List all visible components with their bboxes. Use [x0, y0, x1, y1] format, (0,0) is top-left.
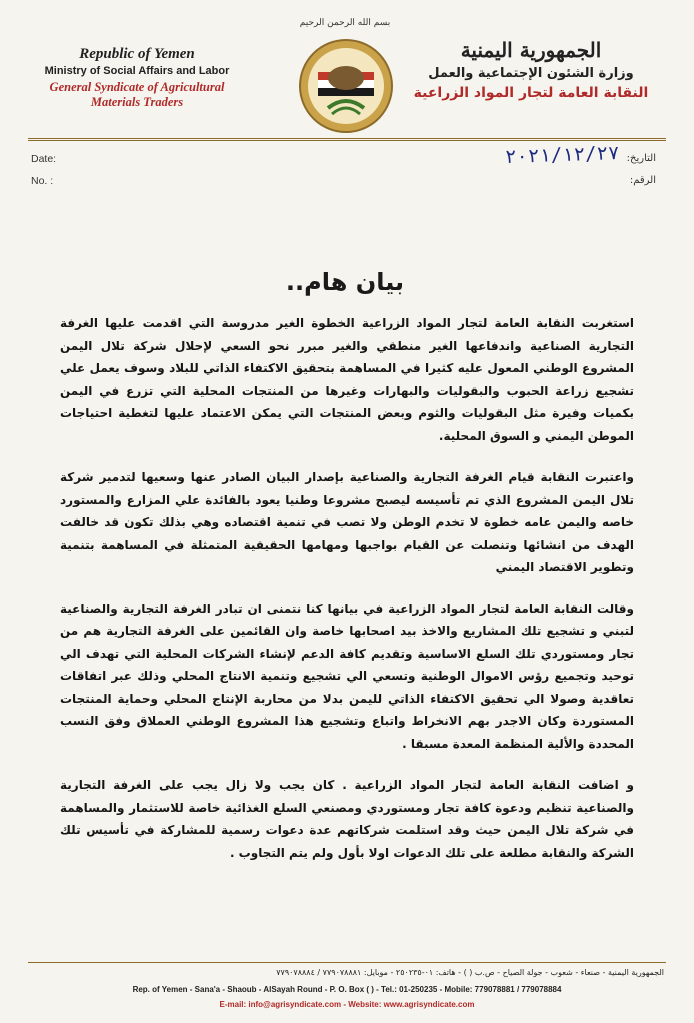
number-label-en: No. : — [31, 175, 54, 187]
paragraph-1: استغربت النقابة العامة لتجار المواد الزراعية الخطوة الغير مدروسة التي اقدمت عليها الغرفة التجارية الصناعية واندفاعها الغير منطقي والغير مبرر نحو السعي لإحلال شركة تلال اليمن المشروع الوطني المعول عليه كثيرا في المساهمة بتحقيق الاكتفاء الذاتي للبلاد وسوف يعمل علي تشجيع زراعة الحبوب والبقوليات والبهارات وغيرها من المنتجات المحلية التي تزرع في اليمن بكميات وفيرة مثل البقوليات والثوم وبعض المنتجات التي يمكن الاعتماد عليها لتغطية احتياجات الموطن اليمني و السوق المحلية. — [60, 316, 634, 443]
date-label-ar: التاريخ: — [626, 153, 656, 164]
footer-contact: E-mail: info@agrisyndicate.com - Website: www.agrisyndicate.com — [219, 1000, 475, 1009]
statement-body — [60, 312, 634, 883]
handwritten-date: ٢٠٢١/١٢/٢٧ — [504, 142, 620, 168]
paragraph-2: واعتبرت النقابة قيام الغرفة التجارية والصناعية بإصدار البيان الصادر عنها وسعيها لتدمير شركة تلال اليمن المشروع الذي تم تأسيسه ليصبح مشروعا وطنيا يعود بالفائدة علي المزارع والمستورد خاصه واليمن عامه خطوة لا تخدم الوطن ولا تصب في تنمية اقتصاده وهي بذلك تكون قد خالفت الهدف من انشائها وتنصلت عن القيام بواجبها ومهامها الحقيقية المتمثلة في المساهمة بتنمية وتطوير الاقتصاد اليمني — [60, 470, 634, 574]
ar-ministry: وزارة الشئون الإجتماعية والعمل — [428, 66, 634, 81]
en-ministry: Ministry of Social Affairs and Labor — [44, 65, 230, 77]
statement-title: بيان هام.. — [285, 268, 405, 296]
en-country: Republic of Yemen — [79, 46, 195, 62]
footer-divider — [28, 962, 666, 963]
arabic-letterhead — [406, 38, 656, 101]
footer-address-en: Rep. of Yemen - Sana'a - Shaoub - AlSayah Round - P. O. Box ( ) - Tel.: 01-250235 - Mobile: 779078881 / 779078884 — [132, 985, 562, 994]
header-divider — [28, 138, 666, 139]
english-letterhead — [32, 46, 242, 110]
basmala: بسم الله الرحمن الرحيم — [299, 18, 391, 28]
syndicate-logo-icon — [298, 38, 394, 134]
header-divider-thin — [28, 140, 666, 141]
ar-country: الجمهورية اليمنية — [460, 38, 602, 62]
date-label-en: Date: — [31, 153, 57, 165]
number-label-ar: الرقم: — [629, 175, 656, 186]
paragraph-4: و اضافت النقابة العامة لتجار المواد الزراعية . كان يجب ولا زال يجب على الغرفة التجارية والصناعية تنظيم ودعوة كافة تجار ومستوردي ومصنعي السلع الغذائية خاصة للاستثمار والمساهمة في شركة تلال اليمن حيث وقد استلمت شركاتهم عدة دعوات رسمية للمشاركة في تأسيس تلك الشركة والنقابة مطلعة على تلك الدعوات اولا بأول ولم يتم التجاوب . — [60, 778, 634, 860]
paragraph-3: وقالت النقابة العامة لتجار المواد الزراعية في بيانها كنا نتمنى ان تبادر الغرفة التجارية والصناعية لتبني و تشجيع تلك المشاريع والاخذ بيد اصحابها خاصة وان القائمين على الغرفة التجارية هم من تجار ومستوردي تلك السلع الاساسية وتقديم كافة الدعم لإنشاء الشركات المحلية التي تهدف الي توحيد وتجميع رؤس الاموال الوطنية وتسعي الي تشجيع وتنمية الانتاج المحلي وذلك عبر اتفاقات تعاقدية وصولا الي تحقيق الاكتفاء الذاتي لليمن بدلا من محاربة الإنتاج المحلي وحماية المنتجات المستوردة وكان الاجدر بهم الانخراط واتباع وتشجيع هذا المشروع الوطني العملاق وفق النسب المحددة والألية المنظمة المعدة مسبقا . — [60, 601, 634, 751]
ar-syndicate: النقابة العامة لتجار المواد الزراعية — [413, 85, 649, 101]
footer-address-ar: الجمهورية اليمنية - صنعاء - شعوب - جولة الصياح - ص.ب ( ) - هاتف: ٠١-٢٥٠٢٣٥ - موبايل: ٧٧٩٠٧٨٨٨١ / ٧٧٩٠٧٨٨٨٤ — [276, 968, 664, 977]
en-syndicate: General Syndicate of Agricultural Materials Traders — [49, 80, 225, 109]
